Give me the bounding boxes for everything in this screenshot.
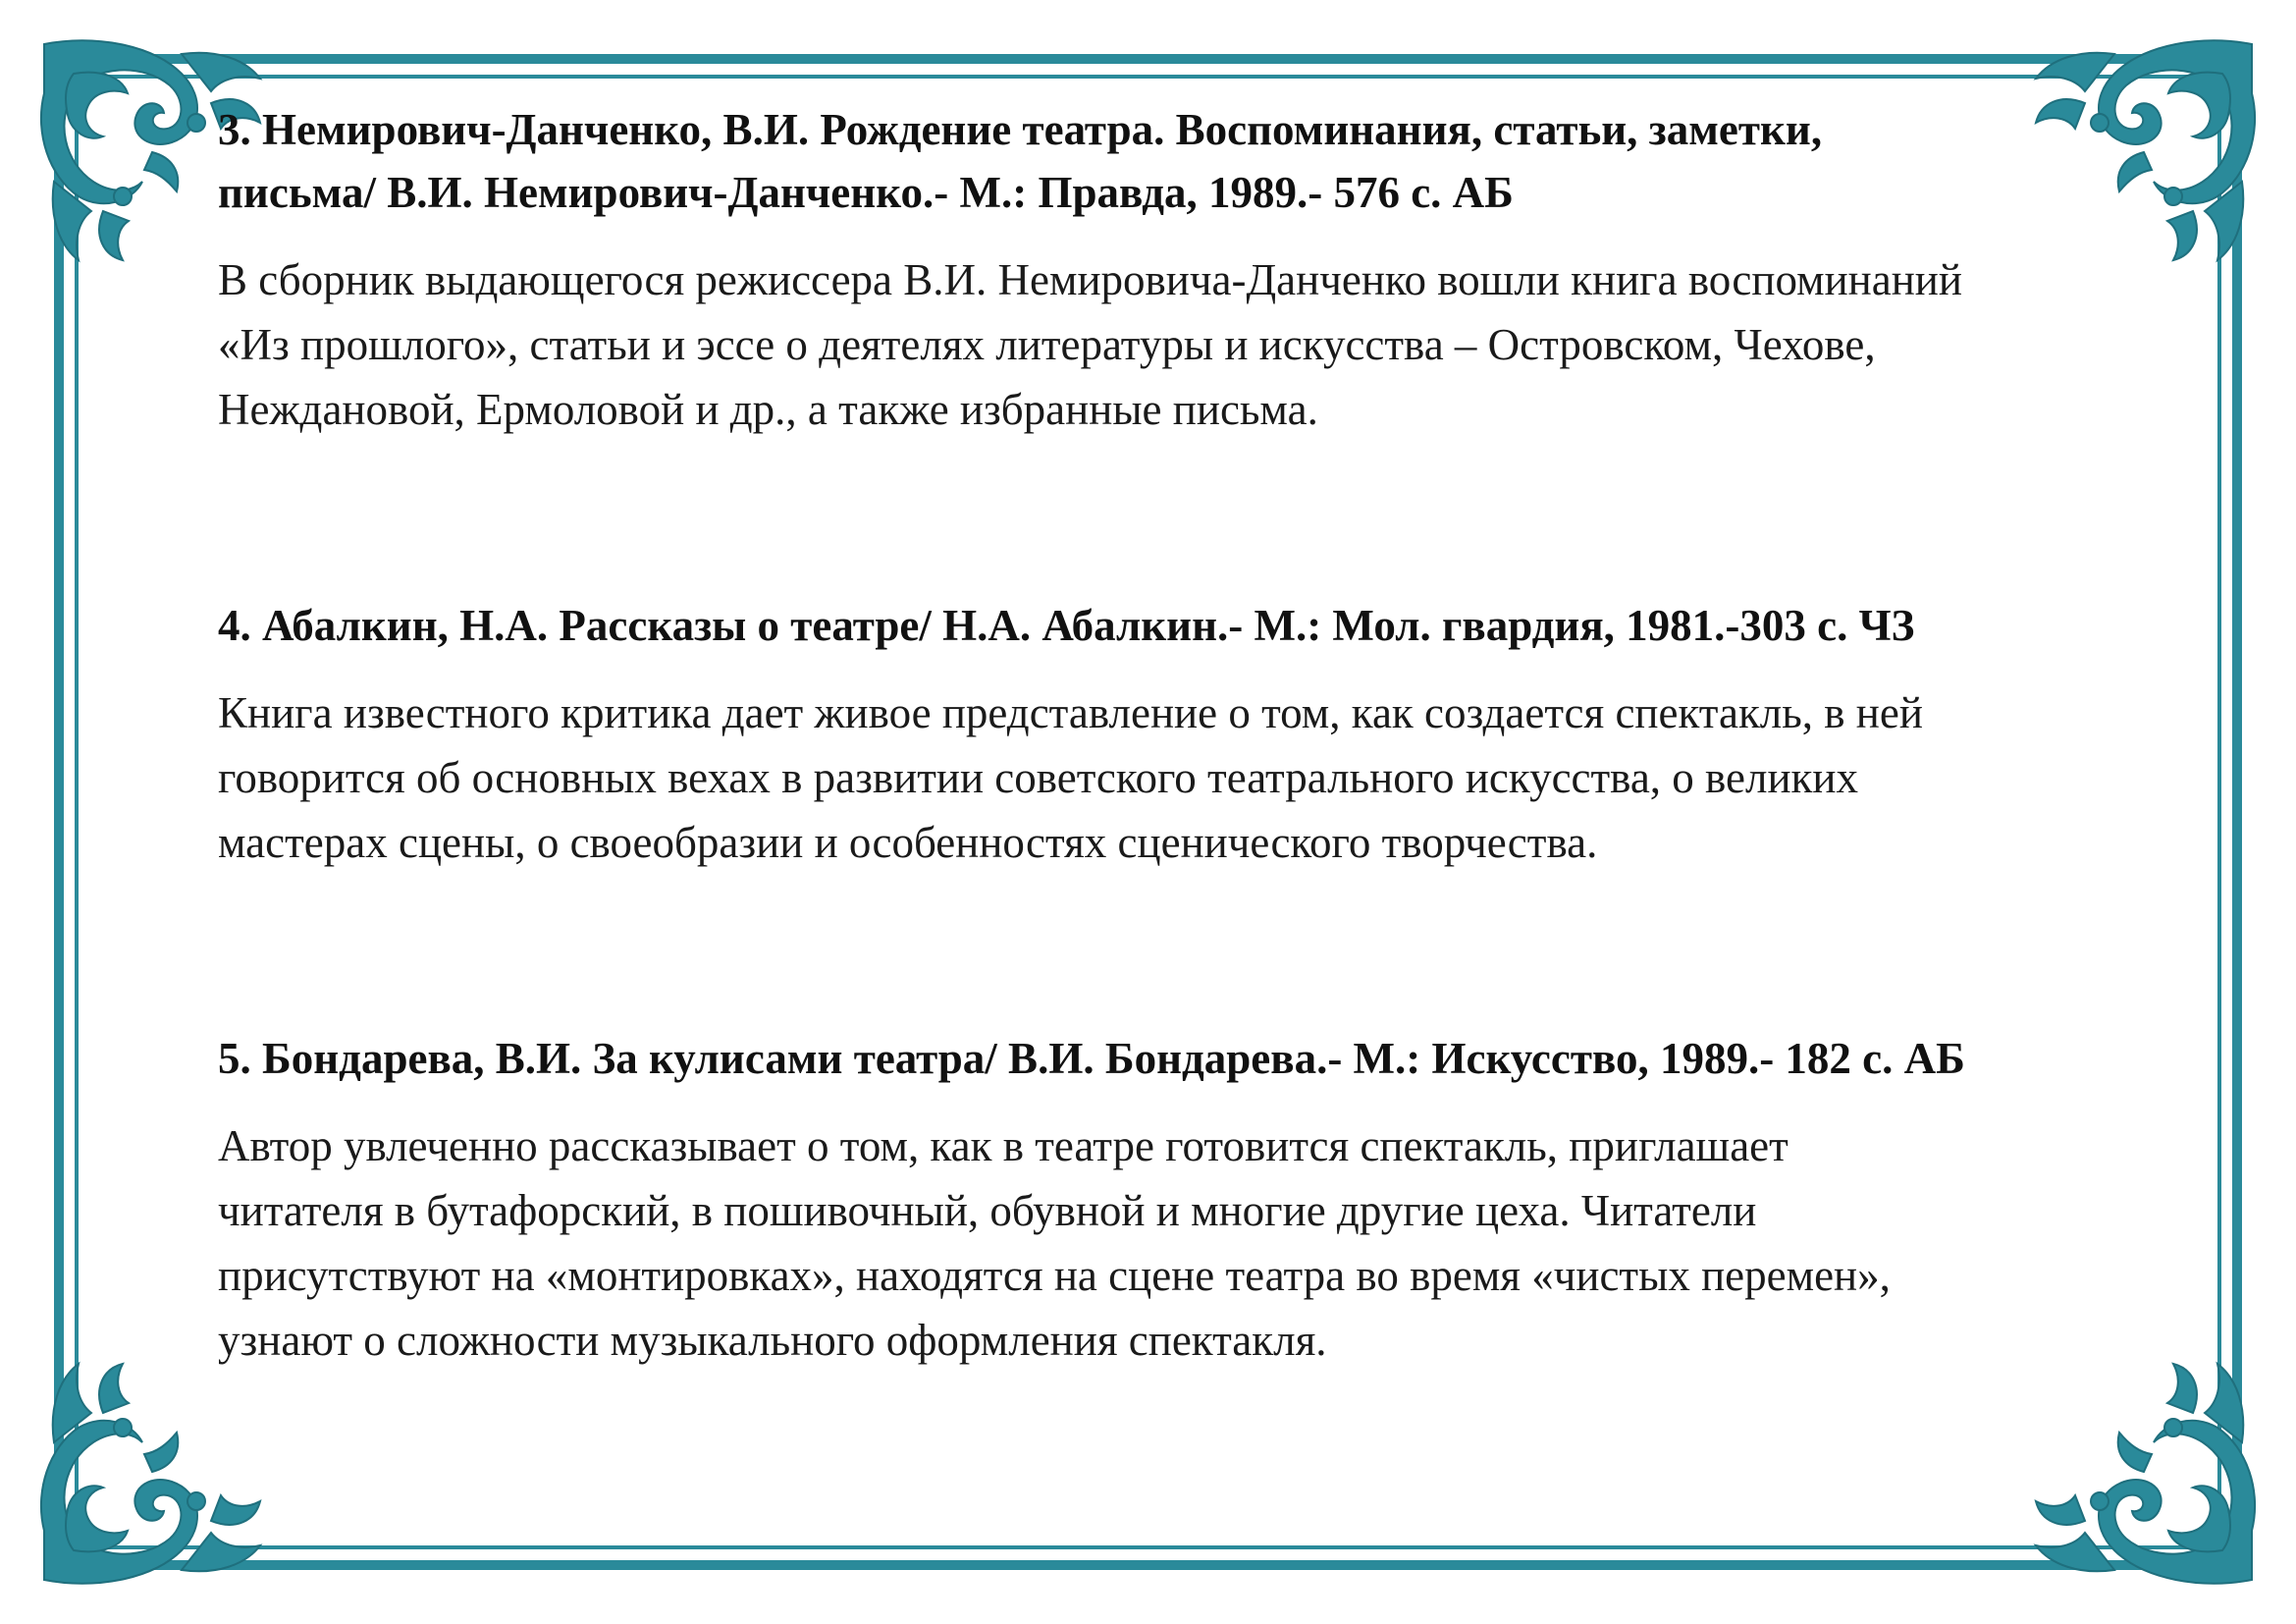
entry-citation	[218, 594, 2191, 657]
citation-line: 5. Бондарева, В.И. За кулисами театра/ В.И. Бондарева.- М.: Искусство, 1989.- 182 с. АБ	[218, 1034, 1965, 1083]
bibliography-entry	[218, 1027, 2191, 1373]
citation-line: 4. Абалкин, Н.А. Рассказы о театре/ Н.А. Абалкин.- М.: Мол. гвардия, 1981.-303 с. ЧЗ	[218, 601, 1915, 650]
corner-ornament-bottom-right	[2036, 1364, 2255, 1584]
annotation-line: читателя в бутафорский, в пошивочный, обувной и многие другие цеха. Читатели	[218, 1186, 1757, 1235]
annotation-line: «Из прошлого», статьи и эссе о деятелях литературы и искусства – Островском, Чехове,	[218, 320, 1876, 369]
annotation-line: узнают о сложности музыкального оформления спектакля.	[218, 1316, 1327, 1365]
citation-line: письма/ В.И. Немирович-Данченко.- М.: Правда, 1989.- 576 с. АБ	[218, 168, 1514, 217]
citation-line: 3. Немирович-Данченко, В.И. Рождение театра. Воспоминания, статьи, заметки,	[218, 105, 1823, 154]
annotation-line: Неждановой, Ермоловой и др., а также избранные письма.	[218, 385, 1318, 434]
annotation-line: мастерах сцены, о своеобразии и особенностях сценического творчества.	[218, 818, 1598, 867]
entry-citation	[218, 98, 2191, 224]
entry-annotation	[218, 1113, 2191, 1373]
bibliography-entry	[218, 98, 2191, 442]
entry-annotation	[218, 680, 2191, 875]
corner-ornament-bottom-left	[41, 1364, 260, 1584]
entry-citation	[218, 1027, 2191, 1090]
annotation-line: В сборник выдающегося режиссера В.И. Немировича-Данченко вошли книга воспоминаний	[218, 255, 1962, 304]
annotation-line: присутствуют на «монтировках», находятся на сцене театра во время «чистых перемен»,	[218, 1251, 1891, 1300]
annotation-line: говорится об основных вехах в развитии советского театрального искусства, о великих	[218, 753, 1858, 802]
annotation-line: Автор увлеченно рассказывает о том, как в театре готовится спектакль, приглашает	[218, 1121, 1789, 1170]
annotation-line: Книга известного критика дает живое представление о том, как создается спектакль, в ней	[218, 688, 1923, 737]
bibliography-entry	[218, 594, 2191, 875]
entry-annotation	[218, 247, 2191, 442]
bibliography-list	[218, 98, 2191, 1373]
